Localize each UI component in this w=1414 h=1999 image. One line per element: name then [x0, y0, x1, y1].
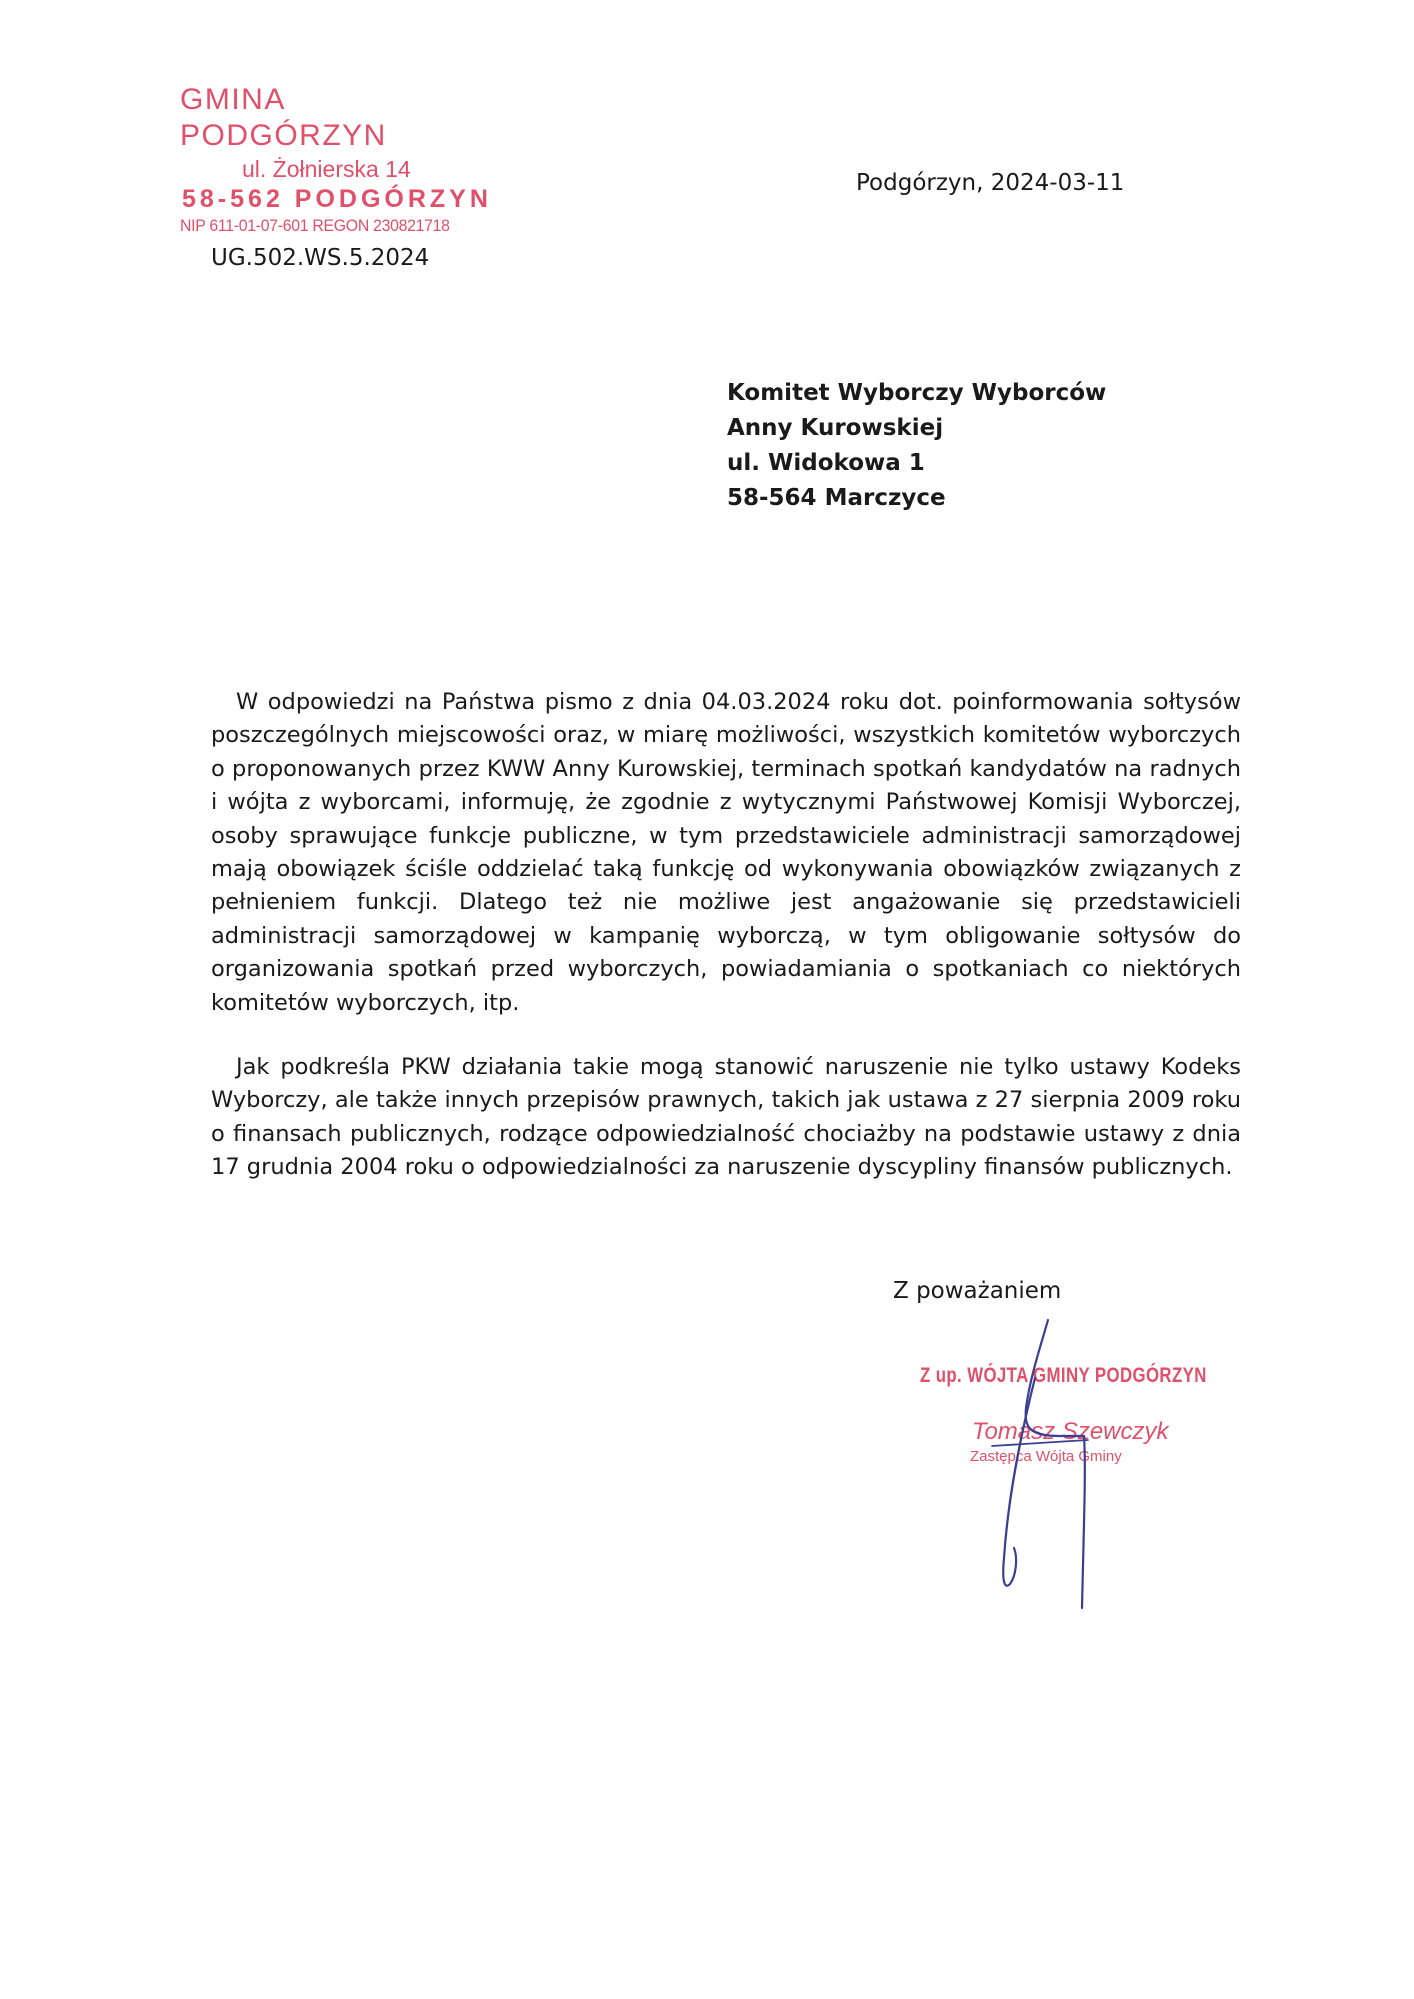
body-paragraph: Jak podkreśla PKW działania takie mogą stanowić naruszenie nie tylko ustawy Kodeks Wyborczy, ale także innych przepisów prawnych, takich jak ustawa z 27 sierpnia 2009 roku o finansach publicznych, rodzące odpowiedzialność chociażby na podstawie ustawy z dnia 17 grudnia 2004 roku o odpowiedzialności za naruszenie dyscypliny finansów publicznych. [211, 1054, 1241, 1181]
place-date: Podgórzyn, 2024-03-11 [856, 170, 1125, 196]
letter-body [211, 686, 1241, 1185]
reference-number: UG.502.WS.5.2024 [211, 245, 430, 271]
recipient-line: Anny Kurowskiej [727, 415, 944, 441]
office-stamp [180, 82, 500, 238]
closing-phrase: Z poważaniem [893, 1278, 1062, 1304]
stamp-office-name: GMINA PODGÓRZYN [180, 83, 387, 152]
recipient-line: ul. Widokowa 1 [727, 450, 925, 476]
handwritten-signature [960, 1318, 1100, 1618]
stamp-city: 58-562 PODGÓRZYN [182, 185, 492, 213]
recipient-line: 58-564 Marczyce [727, 485, 946, 511]
signatory-name: Tomasz Szewczyk [972, 1418, 1169, 1445]
signatory-role: Zastępca Wójta Gminy [970, 1448, 1122, 1465]
body-paragraph: W odpowiedzi na Państwa pismo z dnia 04.03.2024 roku dot. poinformowania sołtysów poszczególnych miejscowości oraz, w miarę możliwości, wszystkich komitetów wyborczych o proponowanych przez KWW Anny Kurowskiej, terminach spotkań kandydatów na radnych i wójta z wyborcami, informuję, że zgodnie z wytycznymi Państwowej Komisji Wyborczej, osoby sprawujące funkcje publiczne, w tym przedstawiciele administracji samorządowej mają obowiązek ściśle oddzielać taką funkcję od wykonywania obowiązków związanych z pełnieniem funkcji. Dlatego też nie możliwe jest angażowanie się przedstawicieli administracji samorządowej w kampanię wyborczą, w tym obligowanie sołtysów do organizowania spotkań przed wyborczych, powiadamiania o spotkaniach co niektórych komitetów wyborczych, itp. [211, 689, 1241, 1016]
authorization-line: Z up. WÓJTA GMINY PODGÓRZYN [920, 1364, 1207, 1387]
stamp-tax-ids: NIP 611-01-07-601 REGON 230821718 [180, 216, 450, 235]
recipient-line: Komitet Wyborczy Wyborców [727, 380, 1107, 406]
recipient-address [727, 376, 1106, 516]
stamp-street: ul. Żołnierska 14 [242, 156, 411, 182]
